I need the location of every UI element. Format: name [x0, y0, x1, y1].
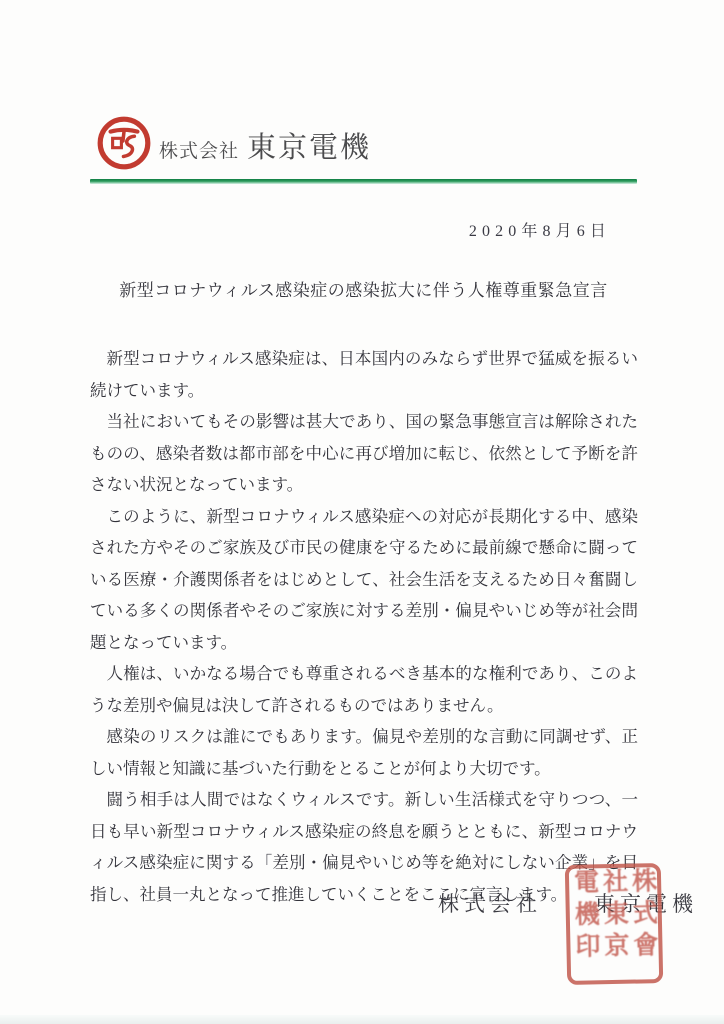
body-paragraph: このように、新型コロナウィルス感染症への対応が長期化する中、感染された方やそのご家族及び市民の健康を守るために最前線で懸命に闘っている医療・介護関係者をはじめとして、社会生活を支えるため日々奮闘している多くの関係者やそのご家族に対する差別・偏見やいじめ等が社会問題となっています。	[90, 506, 638, 652]
seal-text: 株式會社東京電機印	[570, 867, 658, 965]
body-paragraph: 新型コロナウィルス感染症は、日本国内のみならず世界で猛威を振るい続けています。	[90, 349, 638, 400]
body-paragraphs	[90, 343, 638, 910]
body-paragraph: 感染のリスクは誰にでもあります。偏見や差別的な言動に同調せず、正しい情報と知識に基づいた行動をとることが何より大切です。	[90, 727, 638, 778]
page-bottom-edge	[0, 1015, 724, 1024]
body-paragraph: 人権は、いかなる場合でも尊重されるべき基本的な権利であり、このような差別や偏見は決して許されるものではありません。	[90, 664, 638, 715]
company-seal-stamp	[565, 863, 663, 985]
company-header	[159, 125, 371, 172]
header-divider-rule	[90, 179, 637, 184]
signature-company: 株式会社 東京電機	[438, 892, 698, 916]
tds-monogram-logo	[95, 114, 153, 172]
letterhead	[95, 114, 371, 172]
company-prefix: 株式会社	[159, 141, 240, 162]
body-paragraph: 闘う相手は人間ではなくウィルスです。新しい生活様式を守りつつ、一日も早い新型コロナウィルス感染症の終息を願うとともに、新型コロナウィルス感染症に関する「差別・偏見やいじめ等を絶対にしない企業」を目指し、社員一丸となって推進していくことをここに宣言します。	[90, 790, 638, 904]
body-paragraph: 当社においてもその影響は甚大であり、国の緊急事態宣言は解除されたものの、感染者数は都市部を中心に再び増加に転じ、依然として予断を許さない状況となっています。	[90, 412, 638, 494]
document-title: 新型コロナウィルス感染症の感染拡大に伴う人権尊重緊急宣言	[119, 281, 608, 300]
document-date: 2020年8月6日	[468, 223, 611, 240]
company-name: 東京電機	[247, 132, 372, 164]
